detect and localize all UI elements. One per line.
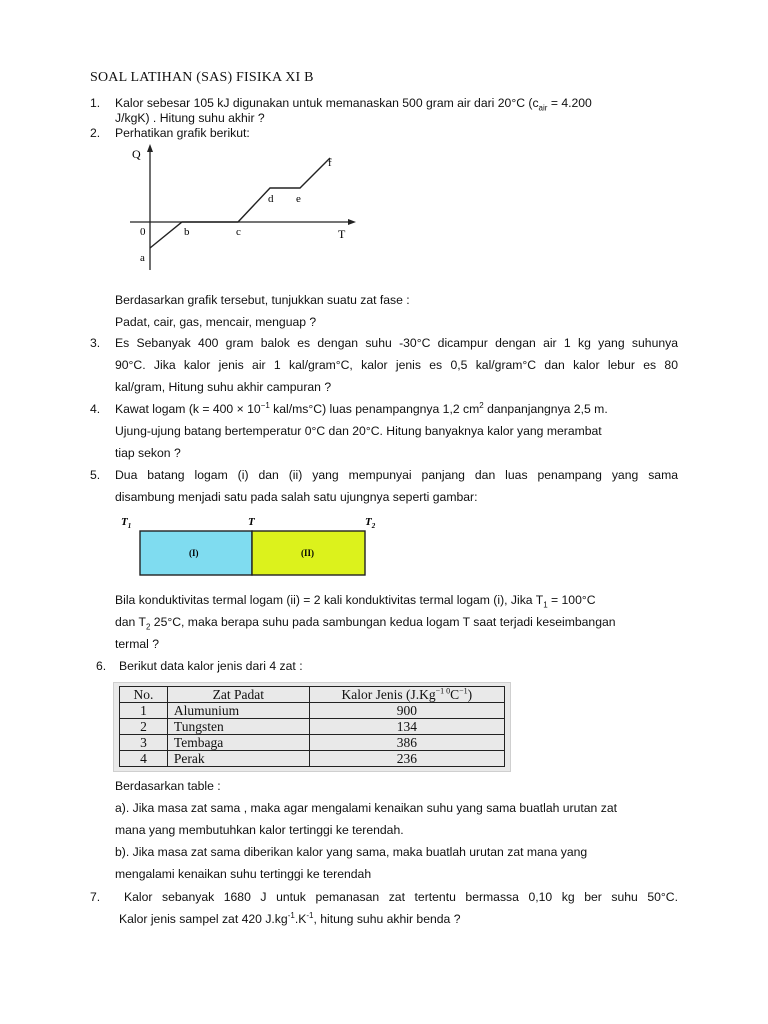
table-cell: 236 [309,751,504,767]
table-cell: 1 [120,703,168,719]
table-cell: 900 [309,703,504,719]
specific-heat-table-image [113,682,511,772]
q4-number: 4. [90,402,101,416]
table-cell: Alumunium [167,703,309,719]
metal-bars-figure [115,512,395,580]
q2-number: 2. [90,126,101,140]
q4-line-3: tiap sekon ? [115,446,181,460]
q6-line-2: Berdasarkan table : [115,779,221,793]
q5-number: 5. [90,468,101,482]
q6-line-6: mengalami kenaikan suhu tertinggi ke terendah [115,867,372,881]
q4-line-2: Ujung-ujung batang bertemperatur 0°C dan 20°C. Hitung banyaknya kalor yang merambat [115,424,602,438]
q4-line-1: Kawat logam ($k = 400 \times 10^{-1}$ kal/ms°C) luas penampangnya 1,2 $cm^2$ danpanjangnya 2,5 m. [115,400,608,416]
metal-bar-2-label: (II) [301,548,314,558]
q3-line-2: 90°C. Jika kalor jenis air 1 kal/gram°C, kalor jenis es 0,5 kal/gram°C dan kalor lebur es 80 [115,358,678,372]
graph-origin-label: 0 [140,226,146,238]
q6-line-4: mana yang membutuhkan kalor tertinggi ke terendah. [115,823,404,837]
q1-number: 1. [90,96,101,110]
q7-line-2: Kalor jenis sampel zat 420 $J.kg^{-1}.K^{-1}$, hitung suhu akhir benda ? [119,910,461,926]
q7-line-1: Kalor sebanyak 1680 J untuk pemanasan zat tertentu bermassa 0,10 kg ber suhu 50°C. [124,890,678,904]
q6-line-3: a). Jika masa zat sama , maka agar mengalami kenaikan suhu yang sama buatlah urutan zat [115,801,617,815]
q6-line-1: Berikut data kalor jenis dari 4 zat : [119,659,303,673]
q3-line-1: Es Sebanyak 400 gram balok es dengan suhu -30°C dicampur dengan air 1 kg yang suhunya [115,336,678,350]
phase-change-graph [120,140,370,280]
graph-point-b: b [184,226,190,238]
q7-number: 7. [90,890,101,904]
q5-line-1: Dua batang logam (i) dan (ii) yang mempunyai panjang dan luas penampang yang sama [115,468,678,482]
table-header-zat: Zat Padat [167,687,309,703]
q1-line-1: Kalor sebesar 105 kJ digunakan untuk memanaskan 500 gram air dari 20°C ($c_{air} = 4.200$ [115,96,592,113]
graph-point-a: a [140,252,145,264]
document-title: SOAL LATIHAN (SAS) FISIKA XI B [90,70,314,85]
graph-point-c: c [236,226,241,238]
table-row [120,719,505,735]
q2-line-1: Perhatikan grafik berikut: [115,126,250,140]
table-cell: 4 [120,751,168,767]
table-row [120,703,505,719]
q5-line-3: Bila konduktivitas termal logam (ii) = 2 kali konduktivitas termal logam (i), Jika $T_1 = 100^\circ C$ [115,593,596,610]
graph-x-label: T [338,227,346,241]
table-header-kalor: Kalor Jenis $(J.Kg^{-1 0}C^{-1})$ [309,687,504,703]
q2-line-2: Berdasarkan grafik tersebut, tunjukkan suatu zat fase : [115,293,410,307]
figure-t2-label: $T_2$ [365,516,376,530]
graph-point-f: f [328,157,332,169]
table-row [120,751,505,767]
table-cell: 134 [309,719,504,735]
q6-number: 6. [96,659,107,673]
graph-y-arrow [147,144,153,152]
q5-line-4: dan $T_2$ 25°C, maka berapa suhu pada sambungan kedua logam T saat terjadi keseimbangan [115,615,616,632]
metal-bar-1-label: (I) [189,548,199,558]
graph-x-arrow [348,219,356,225]
table-cell: Tungsten [167,719,309,735]
graph-y-label: Q [132,147,141,161]
table-cell: 3 [120,735,168,751]
specific-heat-table [119,686,505,767]
q6-line-5: b). Jika masa zat sama diberikan kalor yang sama, maka buatlah urutan zat mana yang [115,845,588,859]
graph-point-e: e [296,193,301,205]
figure-t1-label: $T_1$ [121,516,132,530]
q2-line-3: Padat, cair, gas, mencair, menguap ? [115,315,317,329]
q5-line-2: disambung menjadi satu pada salah satu ujungnya seperti gambar: [115,490,478,504]
table-header-row [120,687,505,703]
figure-t-label: T [248,516,255,528]
table-header-no: No. [120,687,168,703]
table-cell: Tembaga [167,735,309,751]
q3-line-3: kal/gram, Hitung suhu akhir campuran ? [115,380,332,394]
table-row [120,735,505,751]
q1-line-2: J/kgK) . Hitung suhu akhir ? [115,111,265,125]
graph-point-d: d [268,193,274,205]
table-cell: Perak [167,751,309,767]
q3-number: 3. [90,336,101,350]
q5-line-5: termal ? [115,637,160,651]
table-cell: 386 [309,735,504,751]
table-cell: 2 [120,719,168,735]
